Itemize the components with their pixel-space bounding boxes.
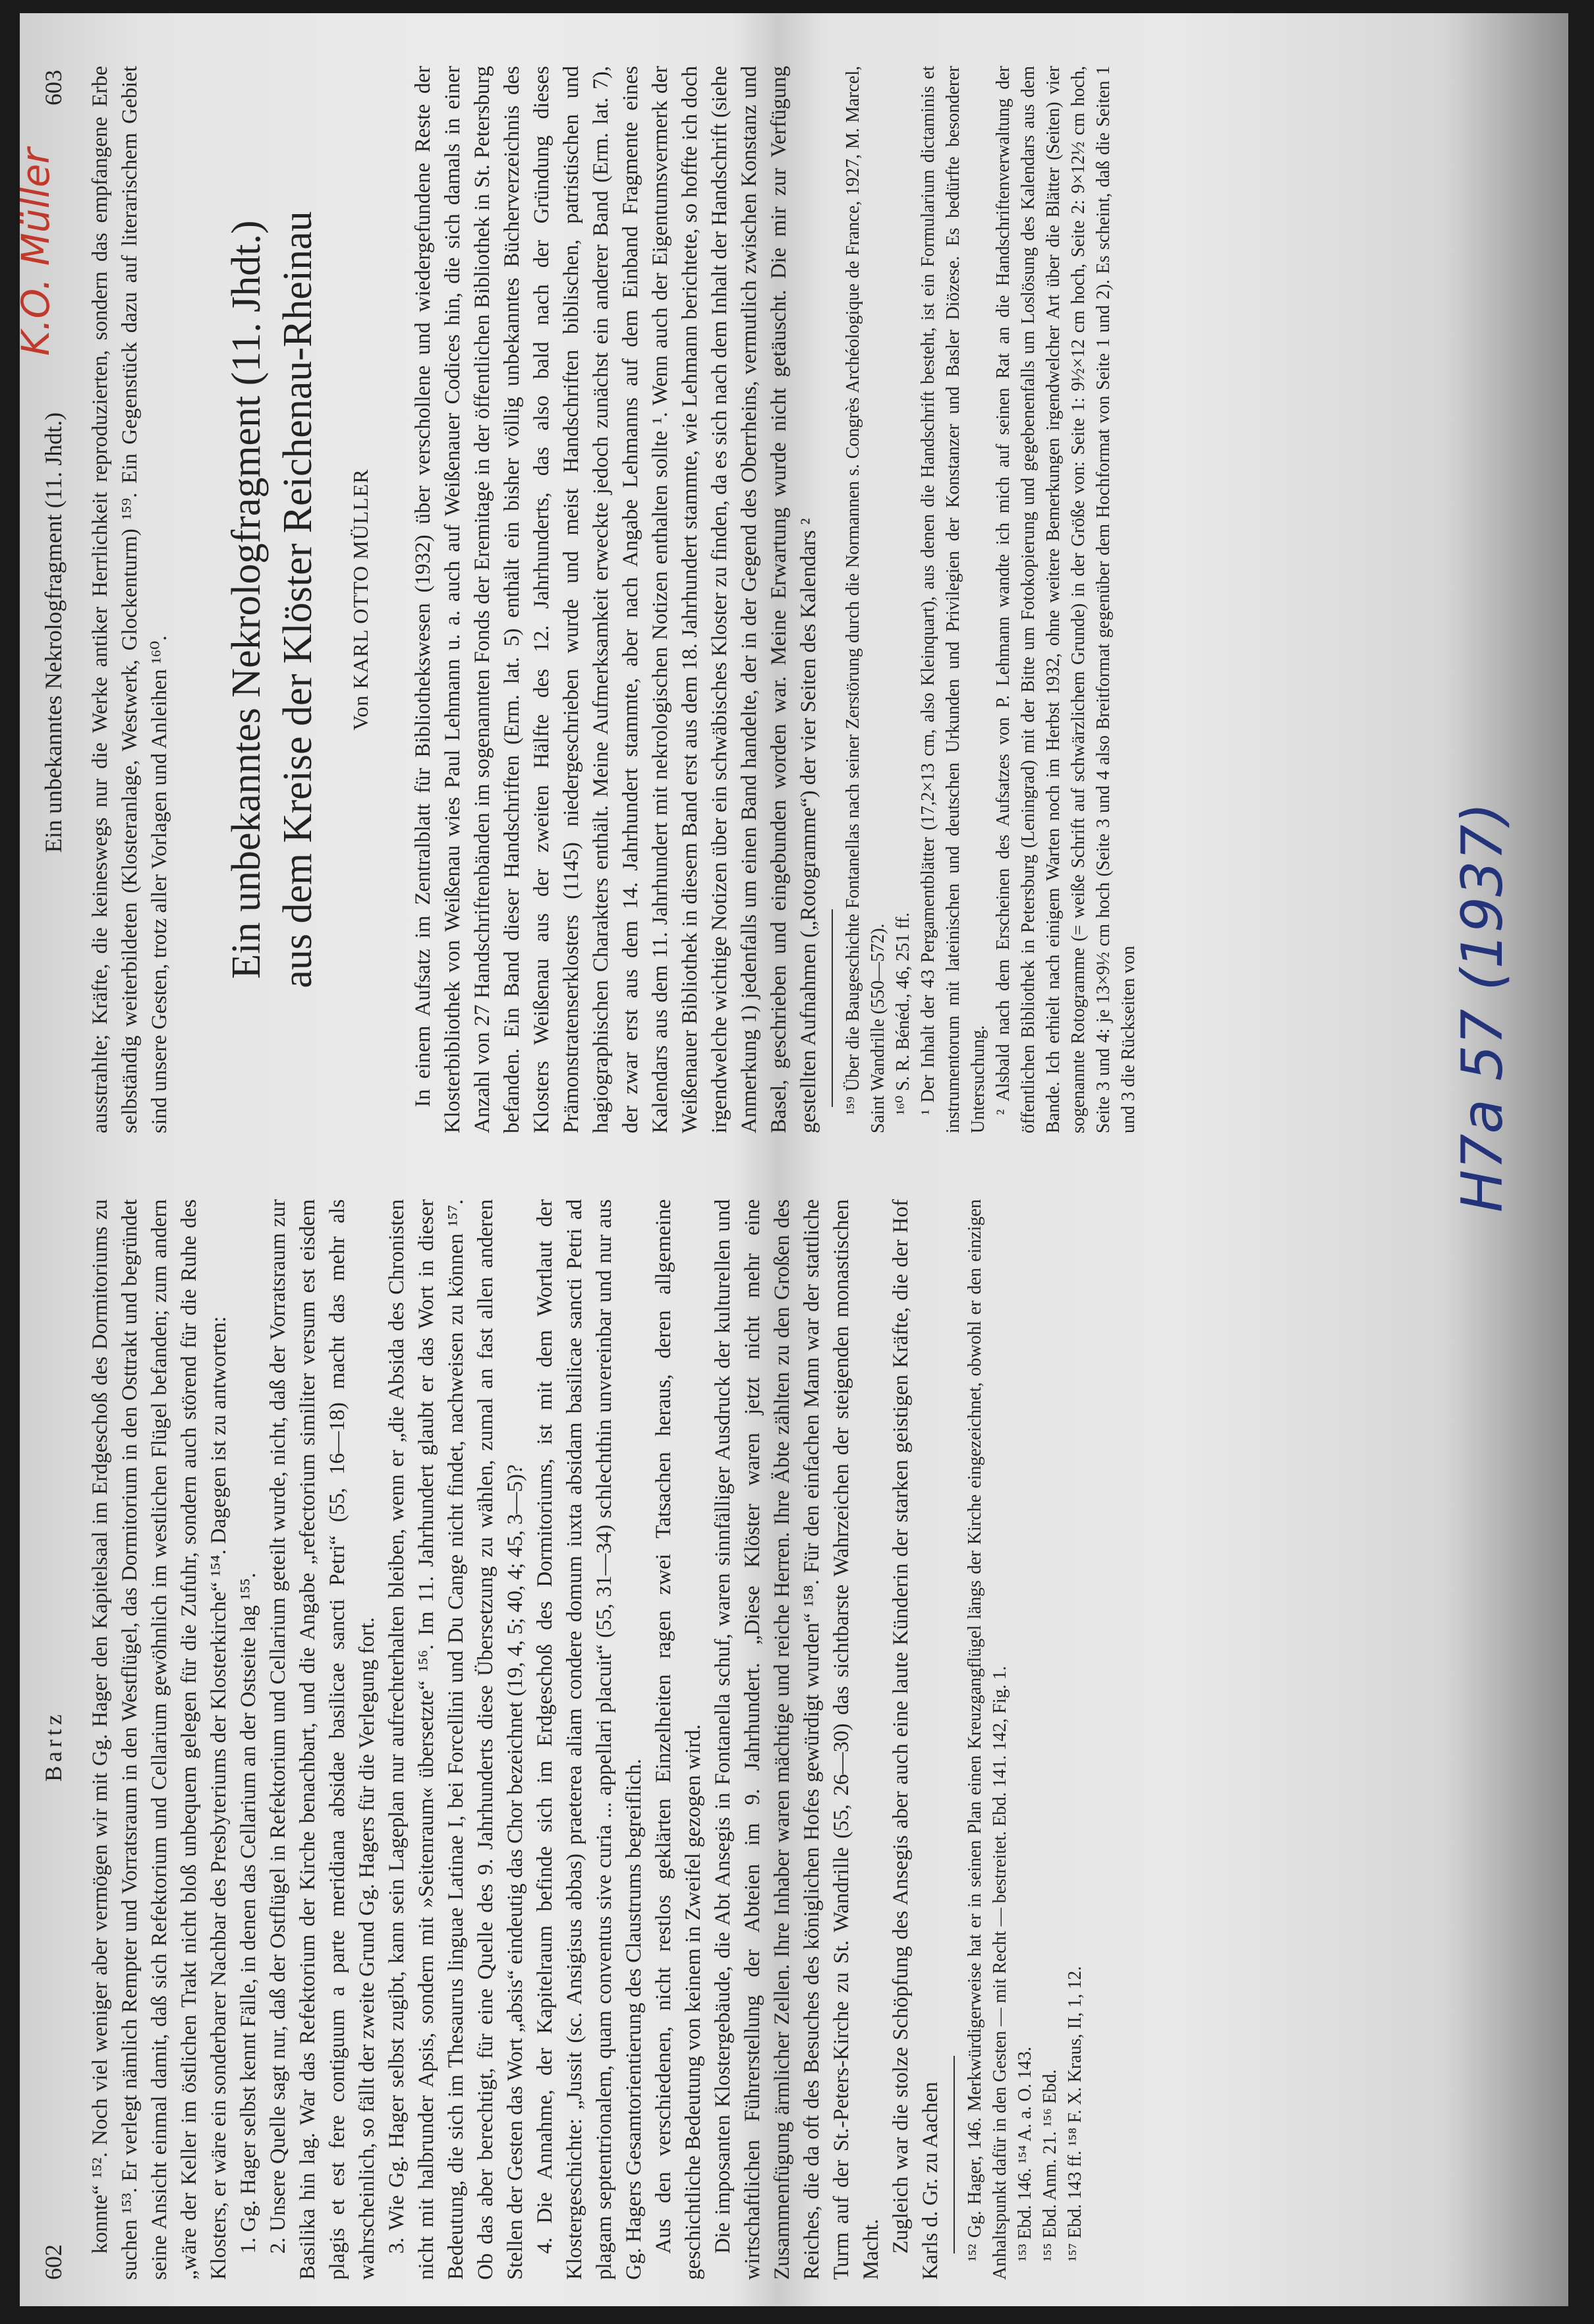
left-paragraph: konnte“ ¹⁵². Noch viel weniger aber vermögen wir mit Gg. Hager den Kapitelsaal im Erdgeschoß des Dormitoriums zu suchen ¹⁵³. Er verlegt nämlich Rempter und Vorratsraum in den Westflügel, das Dormitorium in den Osttrakt und begründet seine Ansicht einmal damit, daß sich Refektorium und Cellarium gewöhnlich im westlichen Flügel befanden; zum andern „wäre der Keller im östlichen Trakt nicht bloß unbequem gelegen für die Zufuhr, sondern auch störend für die Ruhe des Klosters, er wäre ein sonderbarer Nachbar des Presbyteriums der Klosterkirche“ ¹⁵⁴. Dagegen ist zu antworten: [88,1199,231,2280]
footnote: ¹⁵⁹ Über die Baugeschichte Fontanellas nach seiner Zerstörung durch die Normannen s. Congrès Archéologique de France, 1927, M. Marcel, Saint Wandrille (550—572). [843,66,888,1133]
left-paragraph: Die imposanten Klostergebäude, die Abt Ansegis in Fontanella schuf, waren sinnfälliger Ausdruck der kulturellen und wirtschaftlichen Führerstellung der Abteien im 9. Jahrhundert. „Diese Klöster waren jetzt nicht mehr eine Zusammenfügung ärmlicher Zellen. Ihre Inhaber waren mächtige und reiche Herren. Ihre Äbte zählten zu den Großen des Reiches, die da oft des Besuches des königlichen Hofes gewürdigt wurden“ ¹⁵⁸. Für den einfachen Mann war der stattliche Turm auf der St.-Peters-Kirche zu St. Wandrille (55, 26—30) das sichtbarste Wahrzeichen der steigenden monastischen Macht. [711,1199,883,2280]
article-title-line-1: Ein unbekanntes Nekrologfragment (11. Jhdt.) [224,220,269,979]
left-body [86,1199,1088,2280]
left-paragraph: 2. Unsere Quelle sagt nur, daß der Ostflügel in Refektorium und Cellarium geteilt wurde, nicht, daß der Vorratsraum zur Basilika hin lag. War das Refektorium der Kirche benachbart, und die Angabe „refectorium similiter versum est eisdem plagis et est fere contiguum a parte meridiana absidae basilicae sancti Petri“ (55, 16—18) macht das mehr als wahrscheinlich, so fällt der zweite Grund Gg. Hagers für die Verlegung fort. [266,1199,379,2280]
article-title-line-2: aus dem Kreise der Klöster Reichenau-Rheinau [275,211,320,988]
right-footnotes [841,66,1141,1133]
footnote: ¹⁵⁷ Ebd. 143 ff. ¹⁵⁸ F. X. Kraus, II, 1, 12. [1065,1966,1085,2261]
article-author: Von KARL OTTO MÜLLER [349,468,372,731]
handwritten-author-note: K.O. Müller [13,148,58,356]
left-paragraph: 1. Gg. Hager selbst kennt Fälle, in denen das Cellarium an der Ostseite lag ¹⁵⁵. [237,1572,260,2254]
footnote: ¹⁶⁰ S. R. Bénéd., 46, 251 ff. [893,912,913,1115]
footnote-rule [954,2056,955,2253]
left-footnotes [963,1199,1088,2280]
right-page [20,13,1568,1173]
right-body-paragraph: In einem Aufsatz im Zentralblatt für Bibliothekswesen (1932) über verschollene und wiedergefundene Reste der Klosterbibliothek von Weißenau wies Paul Lehmann u. a. auch auf Weißenauer Codices hin, die sich damals in einer Anzahl von 27 Handschriftenbänden im sogenannten Fonds der Eremitage in der öffentlichen Bibliothek in St. Petersburg befanden. Ein Band dieser Handschriften (Erm. lat. 5) enthält ein bisher völlig unbekanntes Bücherverzeichnis des Klosters Weißenau aus der zweiten Hälfte des 12. Jahrhunderts, das also bald nach der Gründung dieses Prämonstratenserklosters (1145) niedergeschrieben wurde und meist Handschriften biblischen, patristischen und hagiographischen Charakters enthält. Meine Aufmerksamkeit erweckte jedoch zunächst ein anderer Band (Erm. lat. 7), der zwar erst aus dem 14. Jahrhundert stammte, aber nach Angabe Lehmanns auf dem Einband Fragmente eines Kalendars aus dem 11. Jahrhundert mit nekrologischen Notizen enthalten sollte ¹. Wenn auch der Eigentumsvermerk der Weißenauer Bibliothek in diesem Band erst aus dem 18. Jahrhundert stammte, wie Lehmann berichtete, so hoffte ich doch irgendwelche wichtige Notizen über ein schwäbisches Kloster zu finden, da es sich nach dem Inhalt der Handschrift (siehe Anmerkung 1) jedenfalls um einen Band handelte, der in der Gegend des Oberrheins, vermutlich zwischen Konstanz und Basel, geschrieben und eingebunden worden war. Meine Erwartung wurde nicht getäuscht. Die mir zur Verfügung gestellten Aufnahmen („Rotogramme“) der vier Seiten des Kalendars ² [411,66,820,1133]
left-paragraph: Zugleich war die stolze Schöpfung des Ansegis aber auch eine laute Künderin der starken geistigen Kräfte, die der Hof Karls d. Gr. zu Aachen [889,1199,942,2280]
scanned-sheet [13,13,1568,2306]
left-page [20,1147,1568,2306]
footnote: ¹ Der Inhalt der 43 Pergamentblätter (17,2×13 cm, also Kleinquart), aus denen die Handschrift besteht, ist ein Formularium dictaminis et instrumentorum mit lateinischen und deutschen Urkunden und Privilegien der Konstanzer und Basler Diözese. Es bedürfte besonderer Untersuchung. [918,66,988,1133]
footnote: ² Alsbald nach dem Erscheinen des Aufsatzes von P. Lehmann wandte ich mich auf seinen Rat an die Handschriftenverwaltung der öffentlichen Bibliothek in Petersburg (Leningrad) mit der Bitte um Fotokopierung und gegebenenfalls um Loslösung des Kalendars aus dem Bande. Ich erhielt nach einigem Warten noch im Herbst 1932, ohne weitere Bemerkungen irgendwelcher Art über die Blätter (Seiten) vier sogenannte Rotogramme (= weiße Schrift auf schwärzlichem Grunde) in der Größe von: Seite 1: 9½×12 cm hoch, Seite 2: 9×12½ cm hoch, Seite 3 und 4: je 13×9½ cm hoch (Seite 3 und 4 also Breitformat gegenüber dem Hochformat von Seite 1 und 2). Es scheint, daß die Seiten 1 und 3 die Rückseiten von [993,66,1139,1133]
left-paragraph: 4. Die Annahme, der Kapitelraum befinde sich im Erdgeschoß des Dormitoriums, ist mit dem Wortlaut der Klostergeschichte: „Jussit (sc. Ansigisus abbas) praeterea aliam condere domum iuxta absidam basilicae sancti Petri ad plagam septentrionalem, quam conventus sive curia ... appellari placuit“ (55, 31—34) schlechthin unvereinbar und nur aus Gg. Hagers Gesamtorientierung des Claustrums begreiflich. [533,1199,646,2280]
right-page-number: 603 [40,70,67,105]
right-running-head: Ein unbekanntes Nekrologfragment (11. Jhdt.) [40,412,67,853]
left-paragraph: Aus den verschiedenen, nicht restlos geklärten Einzelheiten ragen zwei Tatsachen heraus, deren allgemeine geschichtliche Bedeutung von keinem in Zweifel gezogen wird. [652,1199,705,2280]
handwritten-shelfmark: H7a 57 (1937) [1450,802,1516,1212]
left-page-number: 602 [40,2244,67,2280]
left-paragraph: 3. Wie Gg. Hager selbst zugibt, kann sein Lageplan nur aufrechterhalten bleiben, wenn er „die Absida des Chronisten nicht mit halbrunder Apsis, sondern mit »Seitenraum« übersetzte“ ¹⁵⁶. Im 11. Jahrhundert glaubt er das Wort in dieser Bedeutung, die sich im Thesaurus linguae Latinae I, bei Forcellini und Du Cange nicht findet, nachweisen zu können ¹⁵⁷. Ob das aber berechtigt, für eine Quelle des 9. Jahrhunderts diese Übersetzung zu wählen, zumal an fast allen anderen Stellen der Gesten das Wort „absis“ eindeutig das Chor bezeichnet (19, 4, 5; 40, 4; 45, 3—5)? [385,1199,527,2280]
article-title [221,66,324,1133]
right-top-paragraph: ausstrahlte; Kräfte, die keineswegs nur die Werke antiker Herrlichkeit reproduzierten, sondern das empfangene Erbe selbständig weiterbildeten (Klosteranlage, Westwerk, Glockenturm) ¹⁵⁹. Ein Gegenstück dazu auf literarischem Gebiet sind unsere Gesten, trotz aller Vorlagen und Anleihen ¹⁶⁰. [88,66,171,1133]
footnote: ¹⁵⁵ Ebd. Anm. 21. ¹⁵⁶ Ebd. [1040,2069,1060,2261]
rotated-spread [13,13,1568,2306]
left-running-head: Bartz [40,1711,67,1782]
footnote: ¹⁵² Gg. Hager, 146. Merkwürdigerweise hat er in seinen Plan einen Kreuzgangflügel längs der Kirche eingezeichnet, obwohl er den einzigen Anhaltspunkt dafür in den Gesten — mit Recht — bestreitet. Ebd. 141. 142, Fig. 1. [965,1199,1010,2280]
right-body [86,66,1141,1133]
footnote-rule [832,909,833,1107]
footnote: ¹⁵³ Ebd. 146. ¹⁵⁴ A. a. O. 143. [1015,2047,1035,2261]
